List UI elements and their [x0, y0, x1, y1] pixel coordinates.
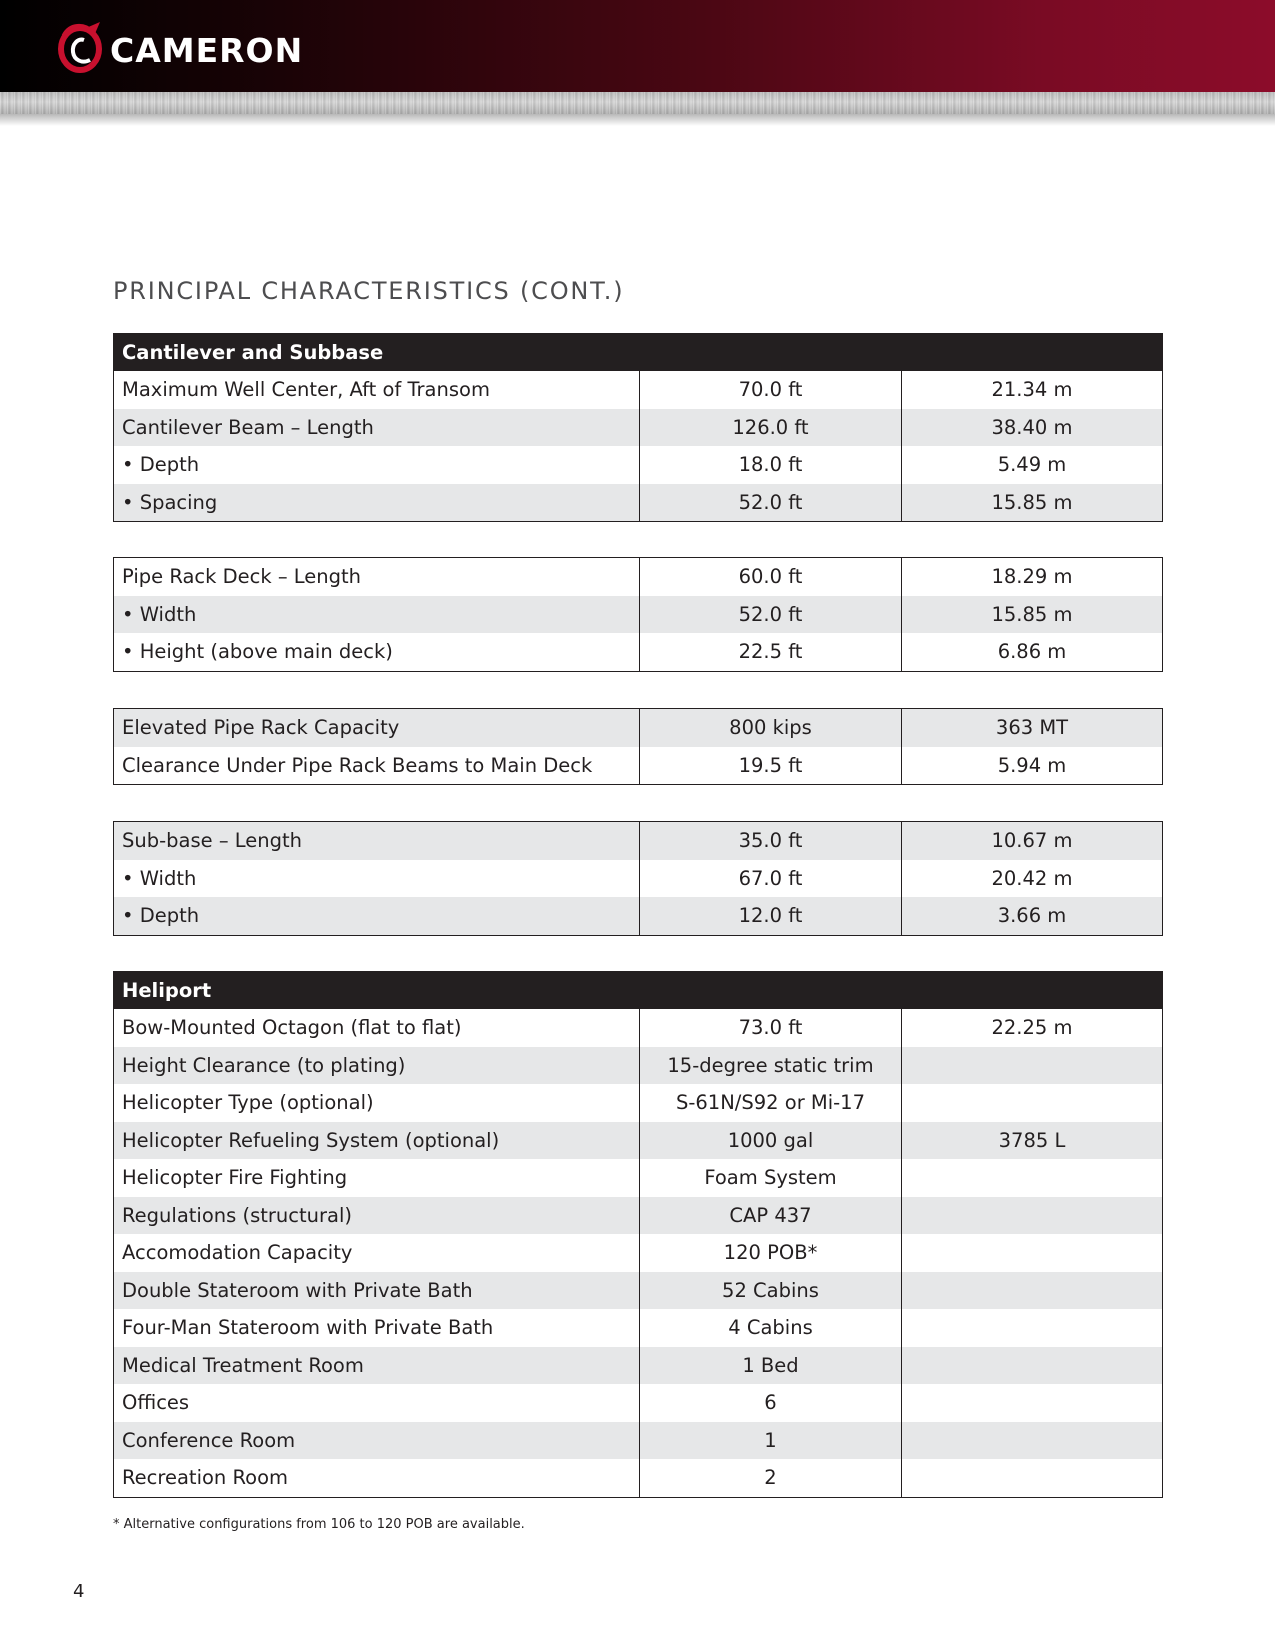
imperial-value: 52.0 ft: [640, 484, 902, 522]
table-row: [114, 747, 1163, 785]
metric-value: 15.85 m: [902, 484, 1163, 522]
table-row: [114, 709, 1163, 747]
imperial-value: 22.5 ft: [640, 633, 902, 671]
table-row: [114, 596, 1163, 634]
row-label: Pipe Rack Deck – Length: [114, 558, 640, 596]
metric-value: [902, 1197, 1163, 1235]
table-row: [114, 558, 1163, 596]
table-row: [114, 1234, 1163, 1272]
metric-value: 15.85 m: [902, 596, 1163, 634]
table-row: [114, 822, 1163, 860]
table-row: [114, 1309, 1163, 1347]
imperial-value: 1: [640, 1422, 902, 1460]
imperial-value: 60.0 ft: [640, 558, 902, 596]
table-row: [114, 1159, 1163, 1197]
row-label: Recreation Room: [114, 1459, 640, 1497]
imperial-value: 1000 gal: [640, 1122, 902, 1160]
table-row: [114, 1422, 1163, 1460]
page-number: 4: [73, 1581, 85, 1602]
table-row: [114, 371, 1163, 409]
row-label: Maximum Well Center, Aft of Transom: [114, 371, 640, 409]
imperial-value: 18.0 ft: [640, 446, 902, 484]
row-label: Elevated Pipe Rack Capacity: [114, 709, 640, 747]
table-row: [114, 1122, 1163, 1160]
header-shadow: [0, 114, 1275, 126]
metric-value: 21.34 m: [991, 378, 1073, 402]
metric-value: 6.86 m: [997, 640, 1067, 664]
imperial-value: 6: [640, 1384, 902, 1422]
table-row: [114, 1197, 1163, 1235]
table-header-row: [114, 972, 1163, 1010]
table-row: [114, 860, 1163, 898]
metric-value: 3785 L: [902, 1122, 1163, 1160]
row-label: Regulations (structural): [114, 1197, 640, 1235]
row-label: Helicopter Type (optional): [114, 1084, 640, 1122]
metric-value: [902, 1309, 1163, 1347]
row-label: Helicopter Fire Fighting: [114, 1159, 640, 1197]
footnote: * Alternative configurations from 106 to 120 POB are available.: [113, 1517, 525, 1532]
table-row: [114, 1459, 1163, 1497]
table-row: [114, 1272, 1163, 1310]
table-row: [114, 1384, 1163, 1422]
imperial-value: 70.0 ft: [640, 371, 902, 409]
imperial-value: 19.5 ft: [640, 747, 902, 785]
row-label: Offices: [114, 1384, 640, 1422]
imperial-value: 52.0 ft: [640, 596, 902, 634]
metric-value: 10.67 m: [902, 822, 1163, 860]
imperial-value: 12.0 ft: [640, 897, 902, 935]
heliport-table: [113, 971, 1163, 1498]
row-label: • Width: [114, 860, 640, 898]
metric-value: [902, 1422, 1163, 1460]
metric-value: [902, 1272, 1163, 1310]
row-label: Four-Man Stateroom with Private Bath: [114, 1309, 640, 1347]
row-label: • Spacing: [114, 484, 640, 522]
imperial-value: 1 Bed: [640, 1347, 902, 1385]
row-label: Clearance Under Pipe Rack Beams to Main Deck: [114, 747, 640, 785]
row-label: Sub-base – Length: [114, 822, 640, 860]
imperial-value: CAP 437: [640, 1197, 902, 1235]
sub-base-table: [113, 821, 1163, 936]
imperial-value: 67.0 ft: [640, 860, 902, 898]
metric-value: [902, 1459, 1163, 1497]
metric-value: 38.40 m: [902, 409, 1163, 447]
row-label: • Depth: [114, 446, 640, 484]
row-label: Conference Room: [114, 1422, 640, 1460]
metric-value: 5.49 m: [997, 453, 1067, 477]
table-row: [114, 1009, 1163, 1047]
cameron-logo: [56, 20, 303, 76]
table-row: [114, 633, 1163, 671]
row-label: Medical Treatment Room: [114, 1347, 640, 1385]
row-label: • Depth: [114, 897, 640, 935]
row-label: Cantilever Beam – Length: [114, 409, 640, 447]
table-row: [114, 484, 1163, 522]
brand-name: CAMERON: [110, 30, 304, 70]
metric-value: 363 MT: [902, 709, 1163, 747]
pipe-rack-deck-table: [113, 557, 1163, 672]
row-label: Height Clearance (to plating): [114, 1047, 640, 1085]
metric-value: [902, 1084, 1163, 1122]
page-title: PRINCIPAL CHARACTERISTICS (CONT.): [113, 277, 625, 305]
elevated-pipe-rack-table: [113, 708, 1163, 785]
table-header: Heliport: [114, 972, 1163, 1010]
imperial-value: S-61N/S92 or Mi-17: [640, 1084, 902, 1122]
imperial-value: 2: [640, 1459, 902, 1497]
metric-value: 22.25 m: [991, 1016, 1073, 1040]
metric-value: [902, 1347, 1163, 1385]
table-row: [114, 1084, 1163, 1122]
imperial-value: 73.0 ft: [640, 1009, 902, 1047]
metric-value: [902, 1384, 1163, 1422]
row-label: • Height (above main deck): [114, 633, 640, 671]
imperial-value: 15-degree static trim: [640, 1047, 902, 1085]
table-row: [114, 409, 1163, 447]
metric-value: 3.66 m: [902, 897, 1163, 935]
metric-value: [902, 1159, 1163, 1197]
metric-value: 18.29 m: [991, 565, 1073, 589]
imperial-value: 35.0 ft: [640, 822, 902, 860]
cameron-c-logo-icon: [56, 20, 106, 76]
imperial-value: 126.0 ft: [640, 409, 902, 447]
row-label: Bow-Mounted Octagon (flat to flat): [114, 1009, 640, 1047]
metric-value: 20.42 m: [991, 866, 1073, 890]
row-label: • Width: [114, 596, 640, 634]
imperial-value: 52 Cabins: [640, 1272, 902, 1310]
imperial-value: 800 kips: [640, 709, 902, 747]
brushed-metal-strip: [0, 92, 1275, 114]
imperial-value: 120 POB*: [640, 1234, 902, 1272]
row-label: Accomodation Capacity: [114, 1234, 640, 1272]
metric-value: [902, 1234, 1163, 1272]
cantilever-subbase-table: [113, 333, 1163, 522]
table-row: [114, 1347, 1163, 1385]
row-label: Double Stateroom with Private Bath: [114, 1272, 640, 1310]
imperial-value: Foam System: [640, 1159, 902, 1197]
table-header-row: [114, 334, 1163, 372]
metric-value: 5.94 m: [997, 753, 1067, 777]
metric-value: [902, 1047, 1163, 1085]
table-row: [114, 897, 1163, 935]
table-row: [114, 1047, 1163, 1085]
table-row: [114, 446, 1163, 484]
imperial-value: 4 Cabins: [640, 1309, 902, 1347]
table-header: Cantilever and Subbase: [114, 334, 1163, 372]
row-label: Helicopter Refueling System (optional): [114, 1122, 640, 1160]
